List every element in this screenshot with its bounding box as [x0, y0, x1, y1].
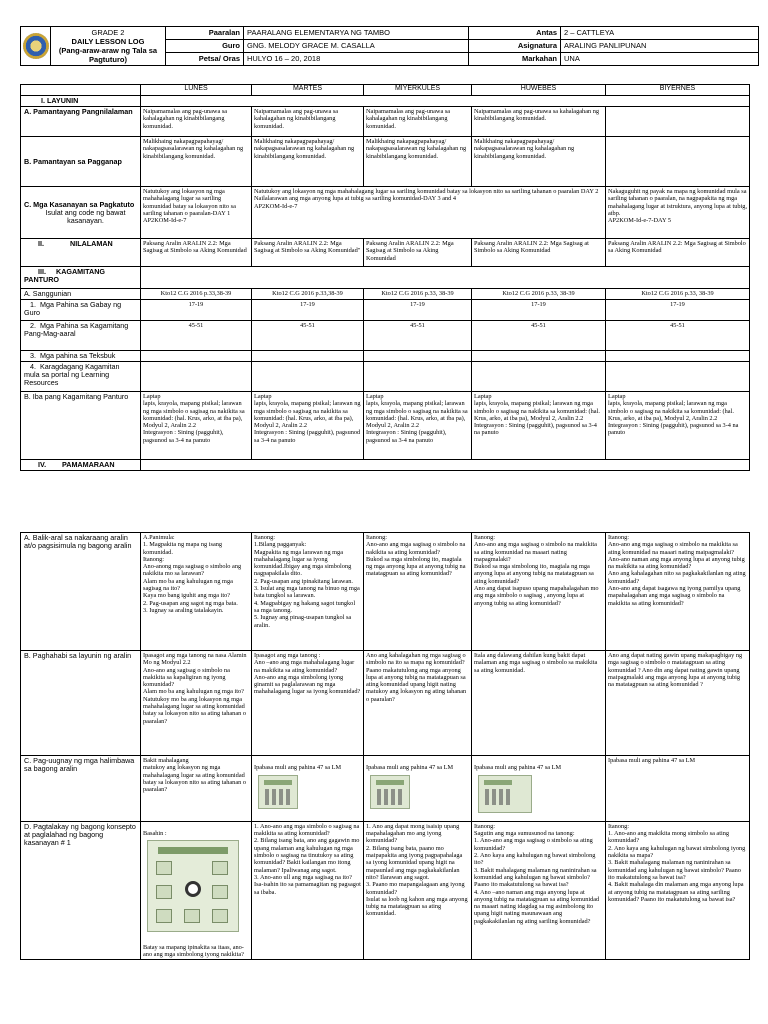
teksbuk-num: 3.	[30, 351, 36, 360]
guro-label: Guro	[166, 40, 244, 53]
kasanayan-sub: Isulat ang code ng bawat kasanayan.	[45, 207, 126, 225]
lesson-plan-table-bottom	[20, 532, 750, 960]
antas-value: 2 – CATTLEYA	[561, 27, 759, 40]
cell-ii-miyerkules: Paksang Aralin ARALIN 2.2: Mga Sagisag at Simbolo sa Aking Komunidad	[364, 239, 472, 267]
cell-uugnay-martes	[252, 756, 364, 822]
blank-corner-cell	[21, 85, 141, 96]
header-table	[20, 26, 759, 66]
row-label-pagtalakay: D. Pagtalakay ng bagong konsepto at paglalahad ng bagong kasanayan # 1	[21, 821, 141, 959]
pamamaraan-text: PAMAMARAAN	[62, 460, 115, 469]
paaralan-label: Paaralan	[166, 27, 244, 40]
nilalaman-num: II.	[38, 239, 44, 248]
cell-r2-huwebes: 45-51	[472, 321, 606, 351]
kagamitang-num: III.	[38, 267, 46, 276]
cell-uugnay-huwebes	[472, 756, 606, 822]
cell-sang-miyerkules: Kto12 C.G 2016 p.33, 38-39	[364, 289, 472, 300]
cell-a-biyernes	[606, 107, 750, 137]
cell-iba-martes: Laptap lapis, krayola, mapang pisikal; larawan ng mga simbolo o sagisag na nakikita sa komunidad: (hal. Krus, arko, at iba pa), Modyul 2, Aralin 2.2 Integrasyon : Sining (pagguhit), pagsunod sa 3-4 na panuto	[252, 392, 364, 460]
cell-ii-martes: Paksang Aralin ARALIN 2.2: Mga Sagisag at Simbolo sa Aking Komunidad"	[252, 239, 364, 267]
pagtalakay-lunes-intro: Basahin :	[143, 830, 167, 838]
map-symbol-box	[212, 885, 228, 899]
school-logo-cell	[21, 27, 51, 66]
cell-uugnay-miyerkules	[364, 756, 472, 822]
row-label-balik-aral: A. Balik-aral sa nakaraang aralin at/o pagsisimula ng bagong aralin	[21, 533, 141, 651]
uugnay-miyerkules-text: Ipabasa muli ang pahina 47 sa LM	[366, 764, 454, 772]
cell-iba-miyerkules: Laptap lapis, krayola, mapang pisikal; larawan ng mga simbolo o sagisag na nakikita sa komunidad: (hal. Krus, arko, at iba pa), Modyul 2, Aralin 2.2 Integrasyon : Sining (pagguhit), pagsunod sa 3-4 na panuto	[364, 392, 472, 460]
row-label-kagamitang-panturo	[21, 267, 141, 289]
cell-ii-biyernes: Paksang Aralin ARALIN 2.2: Mga Sagisag at Simbolo sa Aking Komunidad	[606, 239, 750, 267]
row-label-pamantayang-pangnilalaman: A. Pamantayang Pangnilalaman	[21, 107, 141, 137]
cell-r4-biyernes	[606, 362, 750, 392]
cell-balik-martes: Itanong: 1.Bilang pagganyak: Magpakita ng mga larawan ng mga mahahalagang lugar sa iyong komunidad.Ibigay ang mga simbolong nagpapakilala dito. 2. Pag-usapan ang ipinakitang larawan. 3. Isulat ang mga tanong na binuo ng mga bata tungkol sa larawan. 4. Magpabigay ng hakang sagot tungkol sa mga tanong. 5. Iugnay ang pinag-usapan tungkol sa aralin.	[252, 533, 364, 651]
cell-paghahabi-huwebes: Itala ang dalawang dahilan kung bakit dapat malaman ang mga sagisag o simbolo sa makikita sa ating komunidad.	[472, 651, 606, 756]
cell-r4-miyerkules	[364, 362, 472, 392]
uugnay-martes-text: Ipabasa muli ang pahina 47 sa LM	[254, 764, 342, 772]
cell-c-lunes: Natutukoy ang lokasyon ng mga mahahalagang lugar sa sariling komunidad batay sa lokasyon nito sa sariling tahanan o paaralan-DAY 1 AP2KOM-Id-e-7	[141, 187, 252, 239]
cell-r3-martes	[252, 351, 364, 362]
cell-b-miyerkules: Malikhaing nakapagpapahayag/ nakapagsasalarawan ng kahalagahan ng kinabibilangang komunidad.	[364, 137, 472, 187]
cell-r1-miyerkules: 17-19	[364, 300, 472, 321]
cell-uugnay-biyernes: Ipabasa muli ang pahina 47 sa LM	[606, 756, 750, 822]
day-header-biyernes: BIYERNES	[606, 85, 750, 96]
cell-paghahabi-lunes: Ipasagot ang mga tanong na nasa Alamin Mo ng Modyul 2.2 Ano-ano ang sagisag o simbolo na makikita sa kapaligiran ng iyong komunidad? Alam mo ba ang kahulugan ng mga ito? Natutukoy mo ba ang lokasyon ng mga mahahalagang lugar sa ating komunidad batay sa lokasyon nito sa ating tahanan o paaralan?	[141, 651, 252, 756]
cell-pagtalakay-lunes	[141, 821, 252, 959]
cell-paghahabi-miyerkules: Ano ang kahalagahan ng mga sagisag o simbolo na ito sa mapa ng komunidad? Paano makatutulong ang mga anyong lupa at anyong tubig na matatagpuan sa ating komunidad upang higit nating matukoy ang lokasyon ng ating tahanan o paaralan?	[364, 651, 472, 756]
cell-r2-lunes: 45-51	[141, 321, 252, 351]
cell-paghahabi-biyernes: Ano ang dapat nating gawin upang makapagbigay ng mga sagisag o simbolo o matatagpuan sa ating komunidad ? Ano din ang dapat nating gawin upang maipagmalaki ang mga anyong lupa at anyong tubig na matatagpuan sa ating komunidad ?	[606, 651, 750, 756]
cell-r3-miyerkules	[364, 351, 472, 362]
cell-r3-biyernes	[606, 351, 750, 362]
cell-r3-huwebes	[472, 351, 606, 362]
antas-label: Antas	[469, 27, 561, 40]
row-label-gabay-ng-guro	[21, 300, 141, 321]
gabay-text: Mga Pahina sa Gabay ng Guro	[24, 300, 122, 317]
row-label-kasanayan	[21, 187, 141, 239]
document-subtitle: (Pang-araw-araw ng Tala sa Pagtuturo)	[58, 46, 158, 64]
cell-iba-huwebes: Laptap lapis, krayola, mapang pisikal; larawan ng mga simbolo o sagisag na nakikita sa komunidad: (hal. Krus, arko, at iba pa), Modyul 2, Aralin 2.2 Integrasyon : Sining (pagguhit), pagsunod sa 3-4 na panuto	[472, 392, 606, 460]
section-layunin-blank	[141, 96, 750, 107]
lm-page-thumbnail-image	[258, 775, 298, 809]
map-symbol-box	[212, 909, 228, 923]
cell-b-huwebes: Malikhaing nakapagpapahayag/ nakapagsasalarawan ng kahalagahan ng kinabibilangang komunidad.	[472, 137, 606, 187]
cell-paghahabi-martes: Ipasagot ang mga tanong : Ano –ano ang mga mahahalagang lugar na makikita sa ating komunidad? Ano-ano ang mga simbolong iyong ginamit sa paglalarawan ng mga mahahalagang lugar sa iyong komunidad?	[252, 651, 364, 756]
cell-balik-miyerkules: Itanong: Ano-ano ang mga sagisag o simbolo na nakikita sa ating komunidad? Bukod sa mga simbolong ito, magtala ng mga anyong lupa at anyong tubig na matatagpuan sa ating komunidad?	[364, 533, 472, 651]
pamamaraan-num: IV.	[38, 460, 47, 469]
map-symbol-box	[156, 861, 172, 875]
petsa-value: HULYO 16 – 20, 2018	[244, 53, 469, 66]
row-label-teksbuk	[21, 351, 141, 362]
lr-text: Karagdagang Kagamitan mula sa portal ng Learning Resources	[24, 362, 120, 387]
cell-r2-biyernes: 45-51	[606, 321, 750, 351]
cell-a-huwebes: Naipamamalas ang pag-unawa sa kahalagahan ng kinabibilangang komunidad.	[472, 107, 606, 137]
cell-sang-martes: Kto12 C.G 2016 p.33,38-39	[252, 289, 364, 300]
cell-pagtalakay-miyerkules: 1. Ano ang dapat mong isaisip upang mapahalagahan mo ang iyong komunidad? 2. Bilang isang bata, paano mo maipapakita ang iyong pagpapahalaga sa iyong komunidad upang higit na mapaunlad ang mga pagkakakilanlan nito? Ilarawan ang sagot. 3. Paano mo mapangalagaan ang iyong komunidad? Isulat sa loob ng kahon ang mga anyong tubig na matatagpuan sa ating komunidad.	[364, 821, 472, 959]
cell-b-biyernes	[606, 137, 750, 187]
cell-pagtalakay-martes: 1. Ano-ano ang mga simbolo o sagisag na makikita sa ating komunidad? 2. Bilang isang bata, ano ang gagawin mo upang malaman ang kahulugan ng mga simbolo o sagisag na tinutukoy sa ating komunidad? Bakit kailangan mo itong malaman? Ipaliwanag ang sagot. 3. Ano-ano ull ang mga sagisag na ito? Isa-isahin ito sa pamamagitan ng pagsagot sa ibaba.	[252, 821, 364, 959]
petsa-label: Petsa/ Oras	[166, 53, 244, 66]
cell-r4-huwebes	[472, 362, 606, 392]
cell-sang-huwebes: Kto12 C.G 2016 p.33, 38-39	[472, 289, 606, 300]
kagamitang-blank	[141, 267, 750, 289]
lesson-plan-table-top	[20, 84, 750, 471]
day-header-miyerkules: MIYERKULES	[364, 85, 472, 96]
gabay-num: 1.	[30, 300, 36, 309]
section-layunin-label: I. LAYUNIN	[21, 96, 141, 107]
map-symbol-box	[184, 909, 200, 923]
cell-c-biyernes: Nakaguguhit ng payak na mapa ng komunidad mula sa sariling tahanan o paaralan, na nagpapakita ng mga mahahalagang lugar at istruktura, anyong lupa at tubig, atbp. AP2KOM-Id-e-7-DAY 5	[606, 187, 750, 239]
cell-a-martes: Naipamamalas ang pag-unawa sa kahalagahan ng kinabibilangang komunidad.	[252, 107, 364, 137]
cell-r3-lunes	[141, 351, 252, 362]
row-label-pamamaraan	[21, 460, 141, 471]
row-label-learning-resources	[21, 362, 141, 392]
lm-num: 2.	[30, 321, 36, 330]
day-header-lunes: LUNES	[141, 85, 252, 96]
map-symbol-box	[156, 909, 172, 923]
lm-text: Mga Pahina sa Kagamitang Pang-Mag-aaral	[24, 321, 129, 338]
cell-r4-lunes	[141, 362, 252, 392]
community-symbols-map-image	[147, 840, 239, 932]
uugnay-huwebes-text: Ipabasa muli ang pahina 47 sa LM	[474, 764, 562, 772]
guro-value: GNG. MELODY GRACE M. CASALLA	[244, 40, 469, 53]
header-title-cell	[51, 27, 166, 66]
map-symbol-box	[212, 861, 228, 875]
cell-balik-lunes: A.Panimula: 1. Magpakita ng mapa ng isang komunidad. Itanong: Ano-anong mga sagisag o simbolo ang nakikita mo sa larawan? Alam mo ba ang kahulugan ng mga sagisag na ito? Kaya mo bang iguhit ang mga ito? 2. Pag-usapan ang sagot ng mga bata. 3. Iugnay sa araling tatalakayin.	[141, 533, 252, 651]
pagtalakay-lunes-question: Batay sa mapang ipinakita sa itaas, ano-ano ang mga simbolong iyong nakikita?	[143, 943, 244, 959]
cell-r4-martes	[252, 362, 364, 392]
row-label-pag-uugnay: C. Pag-uugnay ng mga halimbawa sa bagong aralin	[21, 756, 141, 822]
asignatura-label: Asignatura	[469, 40, 561, 53]
cell-r1-martes: 17-19	[252, 300, 364, 321]
map-title-bar	[158, 847, 228, 854]
cell-ii-lunes: Paksang Aralin ARALIN 2.2: Mga Sagisag at Simbolo sa Aking Komunidad	[141, 239, 252, 267]
row-label-iba-pang-kagamitan: B. Iba pang Kagamitang Panturo	[21, 392, 141, 460]
kasanayan-title: C. Mga Kasanayan sa Pagkatuto	[24, 199, 135, 209]
cell-a-lunes: Naipamamalas ang pag-unawa sa kahalagahan ng kinabibilangang komunidad.	[141, 107, 252, 137]
cell-iba-lunes: Laptap lapis, krayola, mapang pisikal; larawan ng mga simbolo o sagisag na nakikita sa komunidad: (hal. Krus, arko, at iba pa), Modyul 2, Aralin 2.2 Integrasyon : Sining (pagguhit), pagsunod sa 3-4 na panuto	[141, 392, 252, 460]
cell-iba-biyernes: Laptap lapis, krayola, mapang pisikal; larawan ng mga simbolo o sagisag na nakikita sa komunidad: (hal. Krus, arko, at iba pa), Modyul 2, Aralin 2.2 Integrasyon : Sining (pagguhit), pagsunod sa 3-4 na panuto	[606, 392, 750, 460]
cell-r1-biyernes: 17-19	[606, 300, 750, 321]
row-label-sanggunian: A. Sanggunian	[21, 289, 141, 300]
markahan-value: UNA	[561, 53, 759, 66]
day-header-martes: MARTES	[252, 85, 364, 96]
row-label-nilalaman	[21, 239, 141, 267]
cell-r1-huwebes: 17-19	[472, 300, 606, 321]
cell-pagtalakay-biyernes: Itanong: 1. Ano-ano ang makikita mong simbolo sa ating komunidad? 2. Ano kaya ang kahulugan ng bawat simbolong iyong nakikita sa mapa? 3. Bakit mahalagang malaman ng naninirahan sa komunidad ang kahulugan ng bawat simbolo? Paano ito makatutulong sa bawat isa? 4. Bakit mahalaga din malaman ang mga anyong lupa at anyong tubig na matatagpuan sa ating sariling komunidad? Paano ito makatutulong sa bawat isa?	[606, 821, 750, 959]
asignatura-value: ARALING PANLIPUNAN	[561, 40, 759, 53]
row-label-kagamitang-pang-mag-aaral	[21, 321, 141, 351]
map-symbol-box	[156, 885, 172, 899]
nilalaman-text: NILALAMAN	[70, 239, 113, 248]
lr-num: 4.	[30, 362, 36, 371]
grade-level: GRADE 2	[91, 28, 125, 37]
cell-a-miyerkules: Naipamamalas ang pag-unawa sa kahalagahan ng kinabibilangang komunidad.	[364, 107, 472, 137]
cell-r2-miyerkules: 45-51	[364, 321, 472, 351]
cell-balik-huwebes: Itanong: Ano-ano ang mga sagisag o simbolo na makikita sa ating komunidad na maaari nating mapagmalaki? Bukod sa mga simbolong ito, magtala ng mga anyong lupa at anyong tubig na matatagpuan sa ating komunidad? Ano ang dapat isapuso upang mapahalagahan mo ang mga simbolo o sagisag , anyong lupa at anyong tubig sa ating komunidad?	[472, 533, 606, 651]
cell-pagtalakay-huwebes: Itanong: Sagutin ang mga sumusunod na tanong: 1. Ano-ano ang mga sagisag o simbolo sa ating komunidad? 2. Ano kaya ang kahulugan ng bawat simbolong ito? 3. Bakit mahalagang malaman ng naninirahan sa komunidad ang kahulugan ng bawat simbolo? Paano ito makatutulong sa bawat isa? 4. Ano –ano naman ang mga anyong lupa at anyong tubig na matatagpuan sa ating komunidad na maaari nating idagdag sa mg asimbolong ito upang higit nating maunawaan ang pagkakakilanlan ng ating sariling komunidad?	[472, 821, 606, 959]
lm-page-thumbnail-image	[370, 775, 410, 809]
cell-sang-lunes: Kto12 C.G 2016 p.33,38-39	[141, 289, 252, 300]
day-header-huwebes: HUWEBES	[472, 85, 606, 96]
markahan-label: Markahan	[469, 53, 561, 66]
row-label-paghahabi: B. Paghahabi sa layunin ng aralin	[21, 651, 141, 756]
pamamaraan-blank	[141, 460, 750, 471]
cell-ii-huwebes: Paksang Aralin ARALIN 2.2: Mga Sagisag at Simbolo sa Aking Komunidad	[472, 239, 606, 267]
cell-uugnay-lunes: Bakit mahalagang matukoy ang lokasyon ng mga mahahalagang lugar sa ating komunidad batay sa lokasyon nito sa ating tahanan o paaralan?	[141, 756, 252, 822]
row-label-pamantayan-sa-pagganap: B. Pamantayan sa Pagganap	[21, 137, 141, 187]
cell-r1-lunes: 17-19	[141, 300, 252, 321]
teksbuk-text: Mga pahina sa Teksbuk	[40, 351, 116, 360]
cell-b-lunes: Malikhaing nakapagpapahayag/ nakapagsasalarawan ng kahalagahan ng kinabibilangang komunidad.	[141, 137, 252, 187]
cell-balik-biyernes: Itanong: Ano-ano ang mga sagisag o simbolo na makikita sa ating komunidad na maaari nating maipagmalaki? Ano-ano naman ang mga anyong lupa at anyong tubig na makikita sa ating komunidad? Ano ang kahalagahan nito sa pagkakakilanlan ng ating komunidad? Ano-ano ang dapat isagawa ng iyong pamilya upang mapahalagahan ang mga sagisag o simbolo na makikita sa ating komunidad?	[606, 533, 750, 651]
cell-sang-biyernes: Kto12 C.G 2016 p.33, 38-39	[606, 289, 750, 300]
paaralan-value: PAARALANG ELEMENTARYA NG TAMBO	[244, 27, 469, 40]
cell-b-martes: Malikhaing nakapagpapahayag/ nakapagsasalarawan ng kahalagahan ng kinabibilangang komunidad.	[252, 137, 364, 187]
cell-c-martes-huwebes: Natutukoy ang lokasyon ng mga mahahalagang lugar sa sariling komunidad batay sa lokasyon nito sa sariling tahanan o paaralan DAY 2 Nailalarawan ang mga anyong lupa at tubig sa sariling komunidad-DAY 3 and 4 AP2KOM-Id-e-7	[252, 187, 606, 239]
lm-page-thumbnail-image	[478, 775, 532, 813]
kagamitang-text: KAGAMITANG PANTURO	[24, 267, 105, 284]
deped-seal-icon	[23, 33, 49, 59]
cell-r2-martes: 45-51	[252, 321, 364, 351]
hospital-symbol-icon	[185, 881, 201, 897]
document-title: DAILY LESSON LOG	[71, 37, 145, 46]
